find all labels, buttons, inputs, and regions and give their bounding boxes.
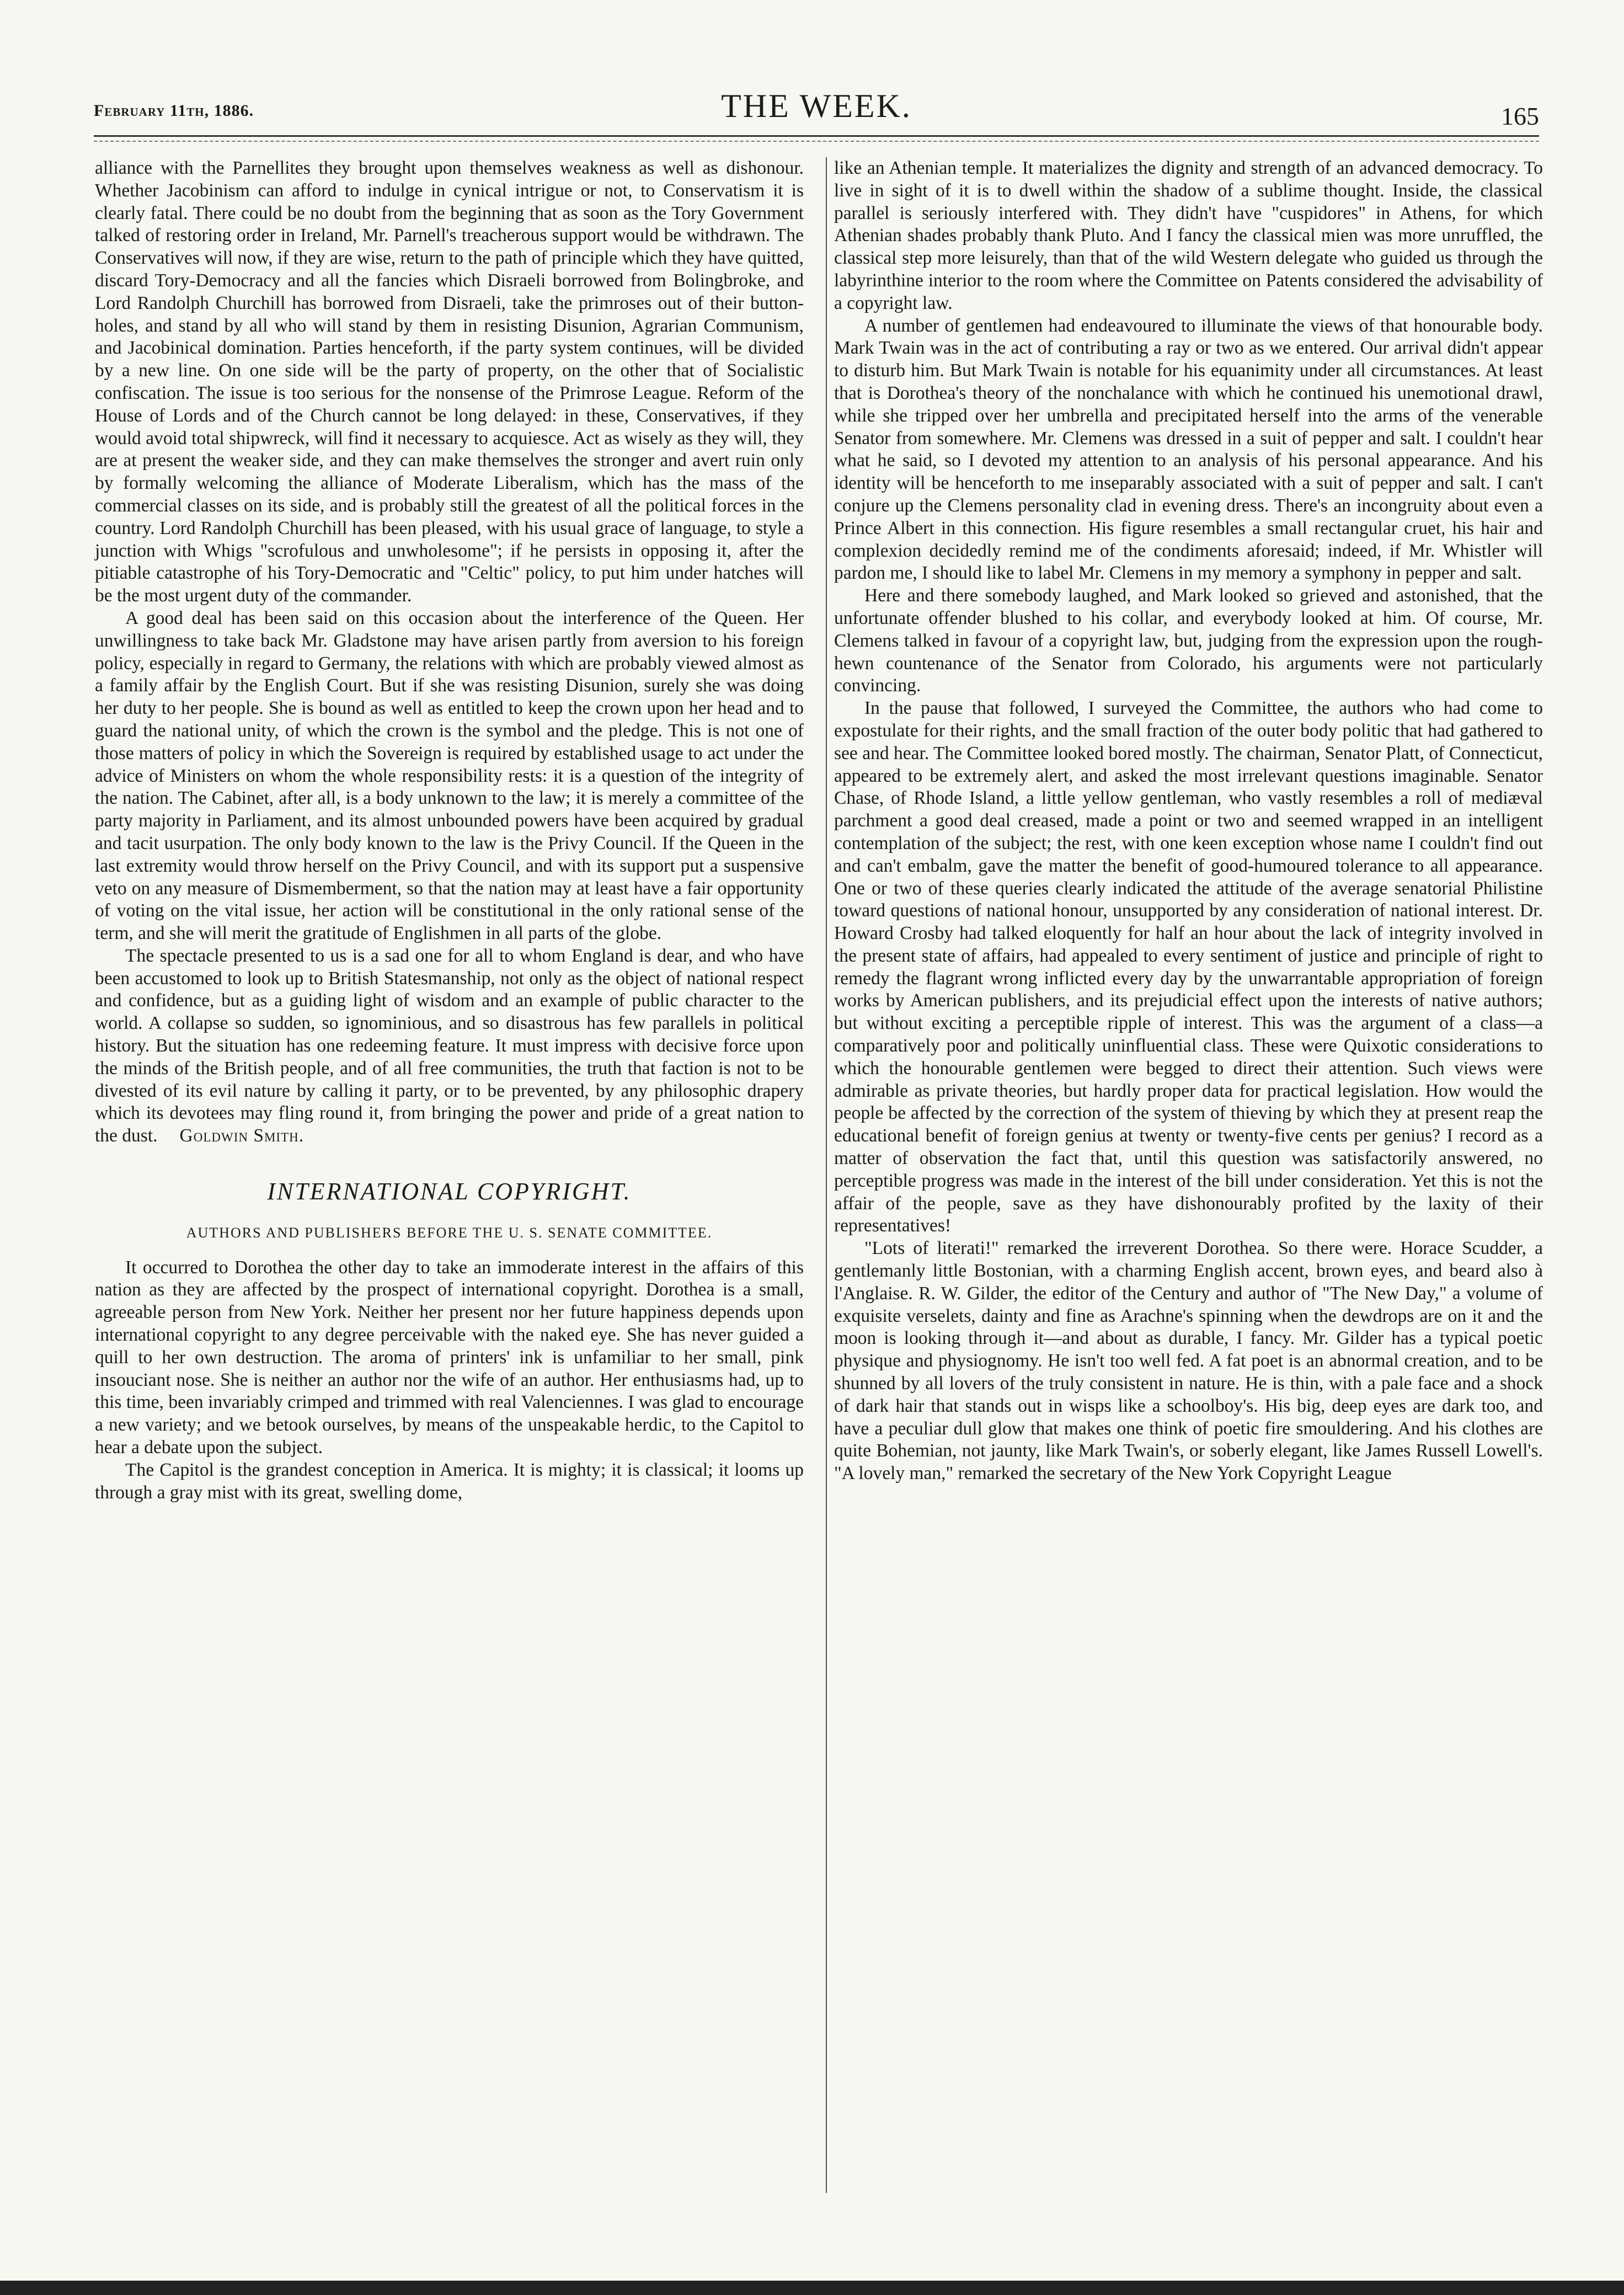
page-number: 165 bbox=[1501, 102, 1539, 130]
section-paragraph: Here and there somebody laughed, and Mark looked so grieved and astonished, that the unfortunate offender blushed to his collar, and everybody looked at him. Of course, Mr. Clemens talked in favour of a copyright law, but, judging from the expression upon the rough-hewn countenance of the Senator from Colorado, his arguments were not particularly convincing. bbox=[834, 585, 1543, 696]
article-paragraph: alliance with the Parnellites they brought upon themselves weakness as well as dishonour. Whether Jacobinism can afford to indulge in cynical intrigue or not, to Conservatism it is clearly fatal. There could be no doubt from the beginning that as soon as the Tory Government talked of restoring order in Ireland, Mr. Parnell's treacherous support would be withdrawn. The Conservatives will now, if they are wise, return to the path of principle which they have quitted, discard Tory-Democracy and all the fancies which Disraeli borrowed from Bolingbroke, and Lord Randolph Churchill has borrowed from Disraeli, take the primroses out of their button-holes, and stand by all who will stand by them in resisting Disunion, Agrarian Communism, and Jacobinical domination. Parties henceforth, if the party system continues, will be divided by a new line. On one side will be the party of property, on the other that of Socialistic confiscation. The issue is too serious for the nonsense of the Primrose League. Reform of the House of Lords and of the Church cannot be long delayed: in these, Conservatives, if they would avoid total shipwreck, will find it necessary to acquiesce. Act as wisely as they will, they are at present the weaker side, and they can make themselves the stronger and avert ruin only by formally welcoming the alliance of Moderate Liberalism, which has the mass of the commercial classes on its side, and is probably still the greatest of all the political forces in the country. Lord Randolph Churchill has been pleased, with his usual grace of language, to style a junction with Whigs "scrofulous and unwholesome"; if he persists in opposing it, after the pitiable catastrophe of his Tory-Democratic and "Celtic" policy, to put him under hatches will be the most urgent duty of the commander. bbox=[95, 158, 804, 606]
header-rule bbox=[94, 135, 1539, 137]
article-paragraph-text: The spectacle presented to us is a sad one for all to whom England is dear, and who have been accustomed to look up to British Statesmanship, not only as the object of national respect and confidence, but as a guiding light of wisdom and an example of public character to the world. A collapse so sudden, so ignominious, and so disastrous has few parallels in political history. But the situation has one redeeming feature. It must impress with decisive force upon the minds of the British people, and of all free communities, the truth that faction is not to be divested of its evil nature by calling it party, or to be prevented, by any philosophic drapery which its devotees may fling round it, from bringing the power and pride of a great nation to the dust. bbox=[95, 945, 804, 1146]
section-paragraph: It occurred to Dorothea the other day to take an immoderate interest in the affairs of this nation as they are affected by the prospect of international copyright. Dorothea is a small, agreeable person from New York. Neither her present nor her future happiness depends upon international copyright to any degree perceivable with the naked eye. She has never guided a quill to her own destruction. The aroma of printers' ink is unfamiliar to her small, pink insouciant nose. She is neither an author nor the wife of an author. Her enthusiasms had, up to this time, been invariably crimped and trimmed with real Valenciennes. I was glad to encourage a new variety; and we betook ourselves, by means of the unspeakable herdic, to the Capitol to hear a debate upon the subject. bbox=[95, 1257, 804, 1458]
masthead-title: THE WEEK. bbox=[721, 88, 912, 124]
section-paragraph: A number of gentlemen had endeavoured to illuminate the views of that honourable body. Mark Twain was in the act of contributing a ray or two as we entered. Our arrival didn't appear to disturb him. But Mark Twain is notable for his equanimity under all circumstances. At least that is Dorothea's theory of the nonchalance with which he continued his unemotional drawl, while she tripped over her umbrella and precipitated herself into the arms of the venerable Senator from somewhere. Mr. Clemens was dressed in a suit of pepper and salt. I couldn't hear what he said, so I devoted my attention to an analysis of his personal appearance. And his identity will be henceforth to me inseparably associated with a suit of pepper and salt. I can't conjure up the Clemens personality clad in evening dress. There's an incongruity about even a Prince Albert in this connection. His figure resembles a small rectangular cruet, his hair and complexion decidedly remind me of the condiments aforesaid; indeed, if Mr. Whistler will pardon me, I should like to label Mr. Clemens in my memory a symphony in pepper and salt. bbox=[834, 315, 1543, 584]
section-subtitle: AUTHORS AND PUBLISHERS BEFORE THE U. S. SENATE COMMITTEE. bbox=[186, 1224, 713, 1241]
section-paragraph: "Lots of literati!" remarked the irreverent Dorothea. So there were. Horace Scudder, a gentlemanly little Bostonian, with a charming English accent, brown eyes, and beard also à l'Anglaise. R. W. Gilder, the editor of the Century and author of "The New Day," a volume of exquisite verselets, dainty and fine as Arachne's spinning when the dewdrops are on it and the moon is looking through it—and about as durable, I fancy. Mr. Gilder has a typical poetic physique and physiognomy. He isn't too well fed. A fat poet is an abnormal creation, and to be shunned by all lovers of the truly consistent in nature. He is thin, with a pale face and a shock of dark hair that stands out in wisps like a schoolboy's. His big, deep eyes are dark too, and have a peculiar dull glow that makes one think of poetic fire smouldering. And his clothes are quite Bohemian, not jaunty, like Mark Twain's, or soberly elegant, like James Russell Lowell's. "A lovely man," remarked the secretary of the New York Copyright League bbox=[834, 1238, 1543, 1484]
article-paragraph: A good deal has been said on this occasion about the interference of the Queen. Her unwillingness to take back Mr. Gladstone may have arisen partly from aversion to his foreign policy, especially in regard to Germany, the relations with which are probably viewed almost as a family affair by the English Court. But if she was resisting Disunion, surely she was doing her duty to her people. She is bound as well as entitled to keep the crown upon her head and to guard the national unity, of which the crown is the symbol and the pledge. This is not one of those matters of policy in which the Sovereign is required by established usage to act under the advice of Ministers on whom the whole responsibility rests: it is a question of the integrity of the nation. The Cabinet, after all, is a body unknown to the law; it is merely a committee of the party majority in Parliament, and its almost unbounded powers have been acquired by gradual and tacit usurpation. The only body known to the law is the Privy Council. If the Queen in the last extremity would throw herself on the Privy Council, and with its support put a suspensive veto on any measure of Dismemberment, so that the nation may at least have a fair opportunity of voting on the vital issue, her action will be constitutional in the only rational sense of the term, and she will merit the gratitude of Englishmen in all parts of the globe. bbox=[95, 607, 804, 944]
article-paragraph bbox=[95, 945, 804, 1148]
right-column bbox=[834, 157, 1543, 1485]
section-paragraph: The Capitol is the grandest conception in America. It is mighty; it is classical; it looms up through a gray mist with its great, swelling dome, bbox=[95, 1459, 804, 1503]
section-paragraph: like an Athenian temple. It materializes the dignity and strength of an advanced democracy. To live in sight of it is to dwell within the shadow of a sublime thought. Inside, the classical parallel is seriously interfered with. They didn't have "cuspidores" in Athens, for which Athenian shades probably thank Pluto. And I fancy the classical mien was more unruffled, the classical step more leisurely, than that of the wild Western delegate who guided us through the labyrinthine interior to the room where the Committee on Patents considered the advisability of a copyright law. bbox=[834, 158, 1543, 313]
header-rule-dashed bbox=[94, 141, 1539, 142]
section-title: INTERNATIONAL COPYRIGHT. bbox=[267, 1178, 632, 1205]
author-signature: Goldwin Smith. bbox=[179, 1125, 304, 1146]
page-header bbox=[94, 83, 1539, 132]
column-divider bbox=[826, 157, 827, 2193]
scan-bottom-edge bbox=[0, 2281, 1624, 2295]
left-column bbox=[95, 157, 804, 1504]
section-paragraph: In the pause that followed, I surveyed the Committee, the authors who had come to expostulate for their rights, and the small fraction of the outer body politic that had gathered to see and hear. The Committee looked bored mostly. The chairman, Senator Platt, of Connecticut, appeared to be extremely alert, and asked the most irrelevant questions imaginable. Senator Chase, of Rhode Island, a little yellow gentleman, who vastly resembles a roll of mediæval parchment a good deal creased, made a point or two and seemed wrapped in an intelligent contemplation of the subject; the rest, with one keen exception whose name I couldn't find out and can't embalm, gave the matter the benefit of good-humoured tolerance to all appearance. One or two of these queries clearly indicated the attitude of the average senatorial Philistine toward questions of national honour, unsupported by any consideration of national interest. Dr. Howard Crosby had talked eloquently for half an hour about the lack of integrity involved in the present state of affairs, had appealed to every sentiment of justice and principle of right to remedy the flagrant wrong inflicted every day by the unwarrantable appropriation of foreign works by American publishers, and its prejudicial effect upon the interests of native authors; but without exciting a perceptible ripple of interest. This was the argument of a class—a comparatively poor and politically uninfluential class. These were Quixotic considerations to which the honourable gentlemen were begged to direct their attention. Such views were admirable as private theories, but hardly proper data for practical legislation. How would the people be affected by the correction of the system of thieving by which they at present reap the educational benefit of foreign genius at twenty or twenty-five cents per genius? I record as a matter of observation the fact that, until this question was satisfactorily answered, no perceptible progress was made in the interest of the bill under consideration. Yet this is not the affair of the people, save as they have dishonourably profited by the laxity of their representatives! bbox=[834, 698, 1543, 1236]
header-date: February 11th, 1886. bbox=[94, 102, 254, 120]
